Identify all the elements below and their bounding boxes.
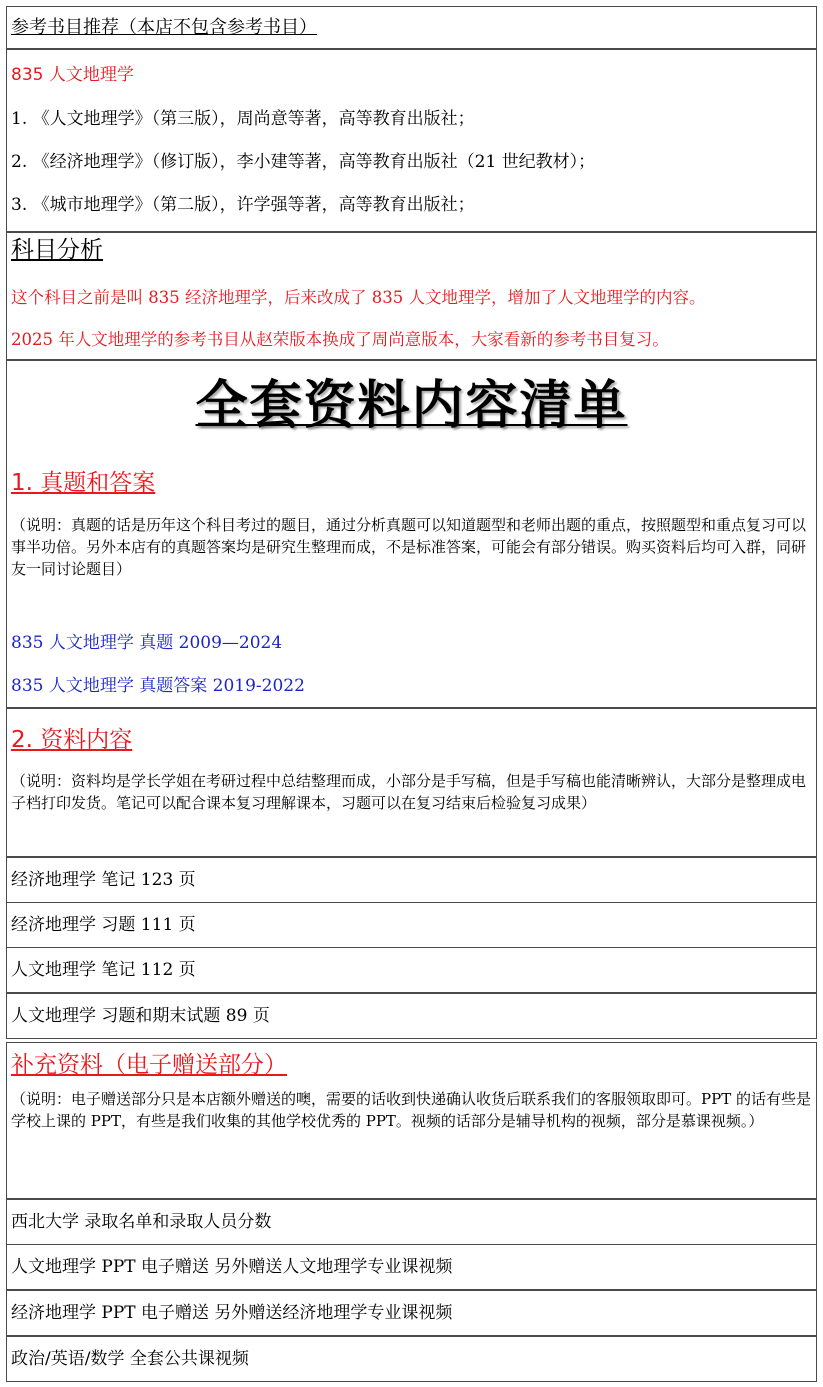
section2-item: 人文地理学 笔记 112 页 bbox=[11, 960, 196, 980]
book-item: 1. 《人文地理学》（第三版），周尚意等著，高等教育出版社； bbox=[11, 109, 475, 129]
table-row bbox=[6, 1244, 817, 1290]
section1-item: 835 人文地理学 真题 2009—2024 bbox=[11, 633, 283, 653]
subject-name: 835 人文地理学 bbox=[11, 65, 134, 85]
section3-item: 人文地理学 PPT 电子赠送 另外赠送人文地理学专业课视频 bbox=[11, 1257, 453, 1277]
table-row bbox=[6, 1199, 817, 1245]
section2-heading: 2. 资料内容 bbox=[11, 727, 133, 753]
section3-item: 西北大学 录取名单和录取人员分数 bbox=[11, 1212, 272, 1232]
table-row bbox=[6, 947, 817, 993]
analysis-line: 这个科目之前是叫 835 经济地理学，后来改成了 835 人文地理学，增加了人文地理学的内容。 bbox=[11, 288, 706, 307]
section1-item: 835 人文地理学 真题答案 2019-2022 bbox=[11, 676, 305, 696]
book-item: 3. 《城市地理学》（第二版），许学强等著，高等教育出版社； bbox=[11, 195, 475, 215]
section1-heading: 1. 真题和答案 bbox=[11, 470, 156, 496]
ref-books-heading: 参考书目推荐（本店不包含参考书目） bbox=[11, 17, 317, 38]
ref-books-cell bbox=[6, 49, 817, 232]
table-row bbox=[6, 1336, 817, 1382]
section1-note: （说明：真题的话是历年这个科目考过的题目，通过分析真题可以知道题型和老师出题的重点，按照题型和重点复习可以事半功倍。另外本店有的真题答案均是研究生整理而成，不是标准答案，可能会有部分错误。购买资料后均可入群，同研友一同讨论题目） bbox=[11, 516, 807, 578]
section3-item: 经济地理学 PPT 电子赠送 另外赠送经济地理学专业课视频 bbox=[11, 1303, 453, 1323]
section2-item: 经济地理学 习题 111 页 bbox=[11, 915, 196, 935]
content-list-title: 全套资料内容清单 bbox=[195, 376, 628, 436]
table-row bbox=[6, 902, 817, 948]
content-list-cell bbox=[6, 360, 817, 708]
table-row bbox=[6, 993, 817, 1039]
book-item: 2. 《经济地理学》（修订版），李小建等著，高等教育出版社（21 世纪教材）； bbox=[11, 152, 596, 172]
section2-note: （说明：资料均是学长学姐在考研过程中总结整理而成，小部分是手写稿，但是手写稿也能清晰辨认，大部分是整理成电子档打印发货。笔记可以配合课本复习理解课本，习题可以在复习结束后检验复习成果） bbox=[11, 772, 807, 812]
table-row bbox=[6, 857, 817, 903]
section3-heading: 补充资料（电子赠送部分） bbox=[11, 1052, 287, 1078]
ref-books-heading-cell bbox=[6, 6, 817, 49]
section3-cell bbox=[6, 1042, 817, 1199]
table-row bbox=[6, 1290, 817, 1336]
section2-cell bbox=[6, 708, 817, 857]
section3-note: （说明：电子赠送部分只是本店额外赠送的噢，需要的话收到快递确认收货后联系我们的客服领取即可。PPT 的话有些是学校上课的 PPT，有些是我们收集的其他学校优秀的 PPT。视频的话部分是辅导机构的视频，部分是慕课视频。） bbox=[11, 1090, 811, 1130]
analysis-cell bbox=[6, 232, 817, 360]
analysis-heading: 科目分析 bbox=[11, 237, 103, 263]
section2-item: 人文地理学 习题和期末试题 89 页 bbox=[11, 1006, 270, 1026]
analysis-line: 2025 年人文地理学的参考书目从赵荣版本换成了周尚意版本，大家看新的参考书目复习。 bbox=[11, 330, 669, 349]
section3-item: 政治/英语/数学 全套公共课视频 bbox=[11, 1349, 249, 1369]
section2-item: 经济地理学 笔记 123 页 bbox=[11, 870, 196, 890]
